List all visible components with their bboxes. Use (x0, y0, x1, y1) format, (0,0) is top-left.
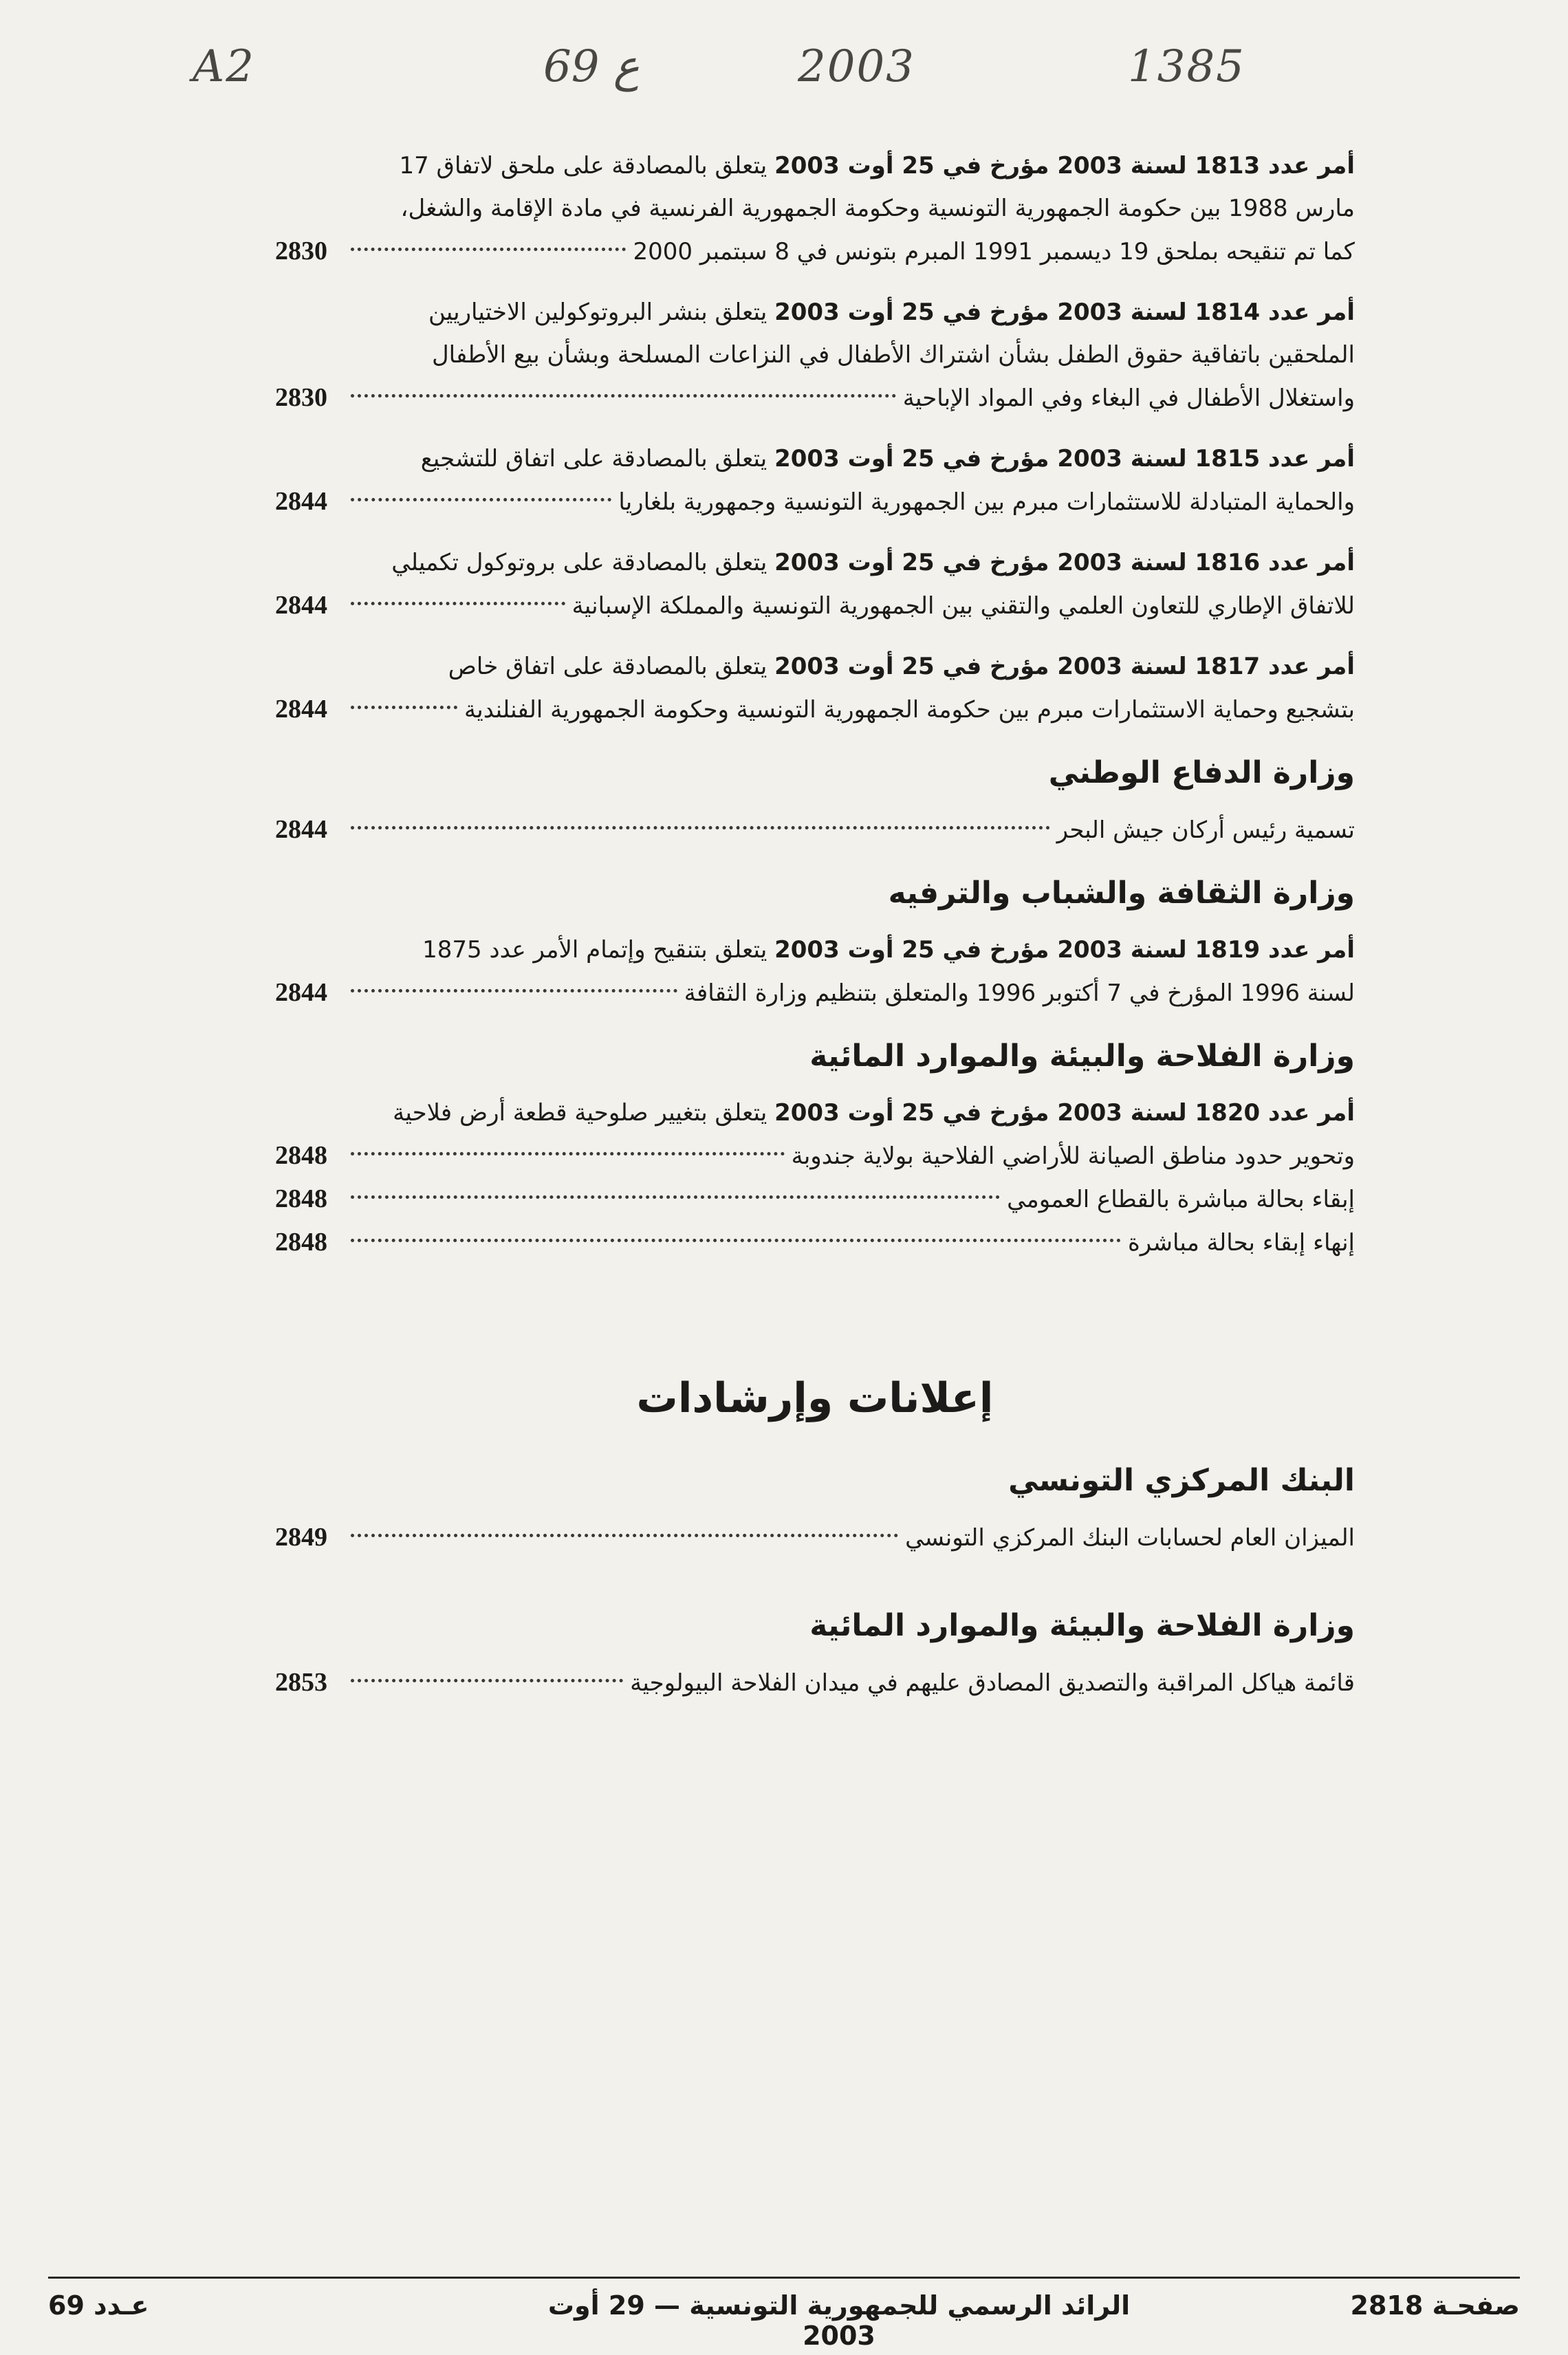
decree-heading: أمر عدد 1820 لسنة 2003 مؤرخ في 25 أوت 2003 (774, 1099, 1355, 1127)
entry-line (275, 541, 1355, 584)
page-number[interactable]: 2849 (275, 1523, 327, 1552)
table-of-contents (275, 144, 1355, 1722)
entry-line (275, 1178, 1355, 1221)
page-number[interactable]: 2844 (275, 815, 327, 844)
entry-text: والحماية المتبادلة للاستثمارات مبرم بين الجمهورية التونسية وجمهورية بلغاريا (618, 488, 1355, 516)
announcements-title: إعلانات وإرشادات (636, 1374, 994, 1422)
page-number[interactable]: 2830 (275, 237, 327, 265)
entry-text: يتعلق بالمصادقة على اتفاق خاص (448, 653, 775, 680)
decree-entry-1820 (275, 1092, 1355, 1264)
entry-text: قائمة هياكل المراقبة والتصديق المصادق عليهم في ميدان الفلاحة البيولوجية (630, 1669, 1355, 1697)
decree-heading: أمر عدد 1815 لسنة 2003 مؤرخ في 25 أوت 2003 (774, 445, 1355, 473)
entry-text: إبقاء بحالة مباشرة بالقطاع العمومي (1007, 1186, 1355, 1213)
page-number[interactable]: 2848 (275, 1184, 327, 1213)
entry-text: يتعلق بالمصادقة على اتفاق للتشجيع (420, 445, 775, 473)
entry-text: وتحوير حدود مناطق الصيانة للأراضي الفلاحية بولاية جندوبة (791, 1142, 1355, 1170)
dot-leader (351, 1534, 898, 1537)
entry-text: إنهاء إبقاء بحالة مباشرة (1127, 1229, 1355, 1257)
section-title-defense: وزارة الدفاع الوطني (1048, 755, 1355, 790)
entry-line (275, 645, 1355, 688)
page-number[interactable]: 2830 (275, 383, 327, 412)
section-title-agriculture-announcements: وزارة الفلاحة والبيئة والموارد المائية (809, 1608, 1355, 1643)
entry-line (275, 480, 1355, 523)
dot-leader (351, 1239, 1121, 1242)
entry-text: يتعلق بنشر البروتوكولين الاختياريين (428, 299, 775, 326)
dot-leader (351, 248, 626, 251)
entry-text: كما تم تنقيحه بملحق 19 ديسمبر 1991 المبرم بتونس في 8 سبتمبر 2000 (633, 238, 1355, 265)
page-number[interactable]: 2848 (275, 1228, 327, 1257)
entry-line (275, 334, 1355, 376)
entry-text: الميزان العام لحسابات البنك المركزي التونسي (905, 1524, 1355, 1552)
entry-line (275, 1134, 1355, 1178)
footer-page-label: صفحـة 2818 (1350, 2290, 1520, 2321)
dot-leader (351, 602, 565, 605)
bank-entry (275, 1516, 1355, 1559)
section-title-culture: وزارة الثقافة والشباب والترفيه (888, 876, 1355, 911)
decree-entry-1816 (275, 541, 1355, 627)
decree-heading: أمر عدد 1819 لسنة 2003 مؤرخ في 25 أوت 2003 (774, 936, 1355, 964)
dot-leader (351, 706, 457, 709)
page-number[interactable]: 2848 (275, 1141, 327, 1170)
page-number[interactable]: 2844 (275, 487, 327, 516)
entry-line (275, 437, 1355, 480)
entry-line (275, 584, 1355, 627)
entry-text: لسنة 1996 المؤرخ في 7 أكتوبر 1996 والمتعلق بتنظيم وزارة الثقافة (684, 979, 1355, 1007)
entry-text: يتعلق بتنقيح وإتمام الأمر عدد 1875 (422, 936, 775, 964)
footer-rule (48, 2277, 1520, 2279)
entry-text: واستغلال الأطفال في البغاء وفي المواد الإباحية (902, 384, 1355, 412)
entry-line (275, 291, 1355, 334)
dot-leader (351, 498, 611, 501)
entry-text: يتعلق بالمصادقة على بروتوكول تكميلي (391, 549, 775, 576)
handwritten-note-a2: A2 (193, 41, 255, 92)
page-number[interactable]: 2844 (275, 591, 327, 620)
handwritten-note-issue: 69 ع (543, 41, 640, 92)
dot-leader (351, 1152, 785, 1155)
page-number[interactable]: 2844 (275, 695, 327, 724)
entry-line (275, 1092, 1355, 1134)
decree-entry-1817 (275, 645, 1355, 731)
entry-line (275, 187, 1355, 230)
entry-text: الملحقين باتفاقية حقوق الطفل بشأن اشتراك الأطفال في النزاعات المسلحة وبشأن بيع الأطفال (431, 341, 1355, 369)
entry-line (275, 808, 1355, 851)
dot-leader (351, 1195, 1000, 1199)
entry-line (275, 1516, 1355, 1559)
decree-entry-1814 (275, 291, 1355, 420)
page-number[interactable]: 2844 (275, 978, 327, 1007)
handwritten-note-number: 1385 (1128, 41, 1245, 92)
decree-heading: أمر عدد 1813 لسنة 2003 مؤرخ في 25 أوت 2003 (774, 152, 1355, 180)
entry-text: يتعلق بالمصادقة على ملحق لاتفاق 17 (399, 152, 775, 180)
decree-heading: أمر عدد 1814 لسنة 2003 مؤرخ في 25 أوت 2003 (774, 299, 1355, 326)
footer-publication-title: الرائد الرسمي للجمهورية التونسية — 29 أوت 2003 (547, 2290, 1131, 2351)
entry-line (275, 688, 1355, 731)
entry-line (275, 1221, 1355, 1264)
entry-text: مارس 1988 بين حكومة الجمهورية التونسية وحكومة الجمهورية الفرنسية في مادة الإقامة والشغل، (400, 195, 1355, 222)
organic-farming-entry (275, 1661, 1355, 1704)
entry-text: بتشجيع وحماية الاستثمارات مبرم بين حكومة الجمهورية التونسية وحكومة الجمهورية الفنلندية (464, 696, 1355, 724)
entry-line (275, 929, 1355, 971)
defense-entry (275, 808, 1355, 851)
decree-entry-1819 (275, 929, 1355, 1014)
footer-issue-label: عـدد 69 (48, 2290, 149, 2321)
entry-text: للاتفاق الإطاري للتعاون العلمي والتقني بين الجمهورية التونسية والمملكة الإسبانية (571, 592, 1355, 620)
dot-leader (351, 989, 677, 992)
entry-line (275, 1661, 1355, 1704)
entry-line (275, 144, 1355, 187)
section-title-agriculture: وزارة الفلاحة والبيئة والموارد المائية (809, 1039, 1355, 1074)
page-number[interactable]: 2853 (275, 1668, 327, 1697)
entry-text: يتعلق بتغيير صلوحية قطعة أرض فلاحية (393, 1099, 775, 1127)
entry-line (275, 376, 1355, 420)
dot-leader (351, 394, 896, 398)
entry-line (275, 971, 1355, 1014)
dot-leader (351, 826, 1050, 829)
decree-entry-1815 (275, 437, 1355, 523)
entry-text: تسمية رئيس أركان جيش البحر (1056, 816, 1355, 844)
section-title-central-bank: البنك المركزي التونسي (1008, 1463, 1355, 1498)
entry-line (275, 230, 1355, 273)
decree-entry-1813 (275, 144, 1355, 273)
decree-heading: أمر عدد 1816 لسنة 2003 مؤرخ في 25 أوت 2003 (774, 549, 1355, 576)
dot-leader (351, 1679, 623, 1682)
handwritten-note-year: 2003 (798, 41, 915, 92)
page-footer (48, 2290, 1520, 2351)
decree-heading: أمر عدد 1817 لسنة 2003 مؤرخ في 25 أوت 2003 (774, 653, 1355, 680)
